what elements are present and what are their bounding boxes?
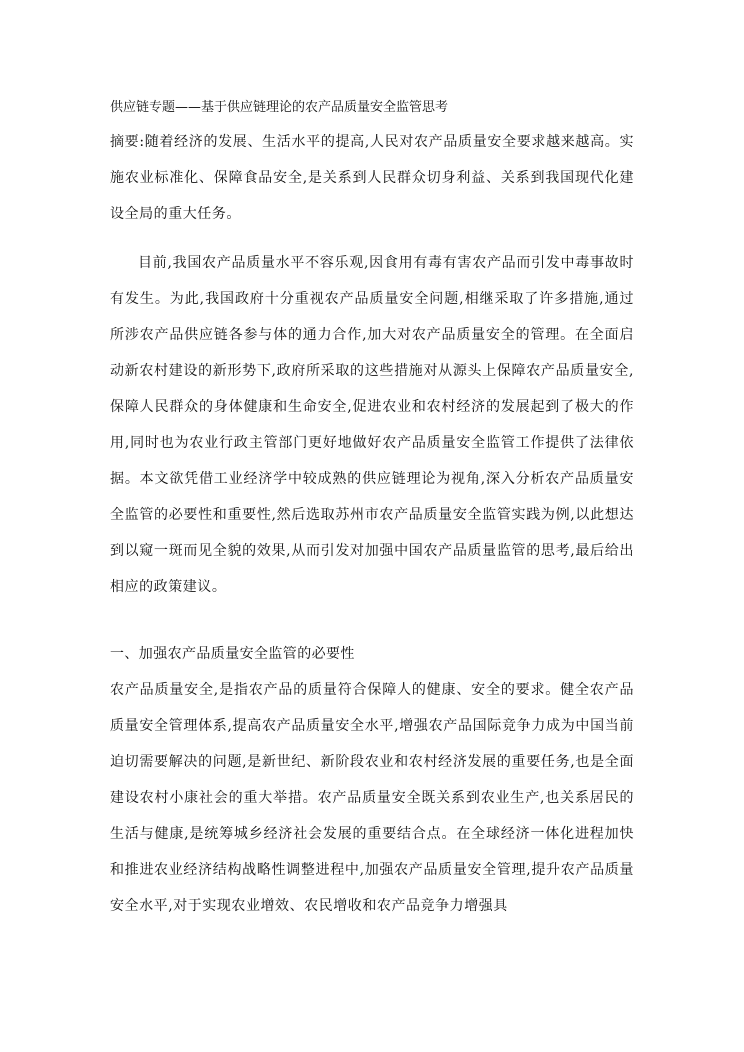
section-heading-1: 一、加强农产品质量安全监管的必要性 [110, 646, 355, 662]
document-title: 供应链专题——基于供应链理论的农产品质量安全监管思考 [110, 100, 449, 115]
body-paragraph-2: 农产品质量安全,是指农产品的质量符合保障人的健康、安全的要求。健全农产品质量安全管理体系,提高农产品质量安全水平,增强农产品国际竞争力成为中国当前迫切需要解决的问题,是新世纪、新阶段农业和农村经济发展的重要任务,也是全面建设农村小康社会的重大举措。农产品质量安全既关系到农业生产,也关系居民的生活与健康,是统筹城乡经济社会发展的重要结合点。在全球经济一体化进程加快和推进农业经济结构战略性调整进程中,加强农产品质量安全管理,提升农产品质量安全水平,对于实现农业增效、农民增收和农产品竞争力增强具 [110, 682, 634, 914]
body-paragraph-1: 目前,我国农产品质量水平不容乐观,因食用有毒有害农产品而引发中毒事故时有发生。为此,我国政府十分重视农产品质量安全问题,相继采取了许多措施,通过所涉农产品供应链各参与体的通力合作,加大对农产品质量安全的管理。在全面启动新农村建设的新形势下,政府所采取的这些措施对从源头上保障农产品质量安全,保障人民群众的身体健康和生命安全,促进农业和农村经济的发展起到了极大的作用,同时也为农业行政主管部门更好地做好农产品质量安全监管工作提供了法律依据。本文欲凭借工业经济学中较成熟的供应链理论为视角,深入分析农产品质量安全监管的必要性和重要性,然后选取苏州市农产品质量安全监管实践为例,以此想达到以窥一斑而见全貌的效果,从而引发对加强中国农产品质量监管的思考,最后给出相应的政策建议。 [110, 255, 634, 595]
abstract-paragraph: 摘要:随着经济的发展、生活水平的提高,人民对农产品质量安全要求越来越高。实施农业标准化、保障食品安全,是关系到人民群众切身利益、关系到我国现代化建设全局的重大任务。 [110, 134, 634, 222]
